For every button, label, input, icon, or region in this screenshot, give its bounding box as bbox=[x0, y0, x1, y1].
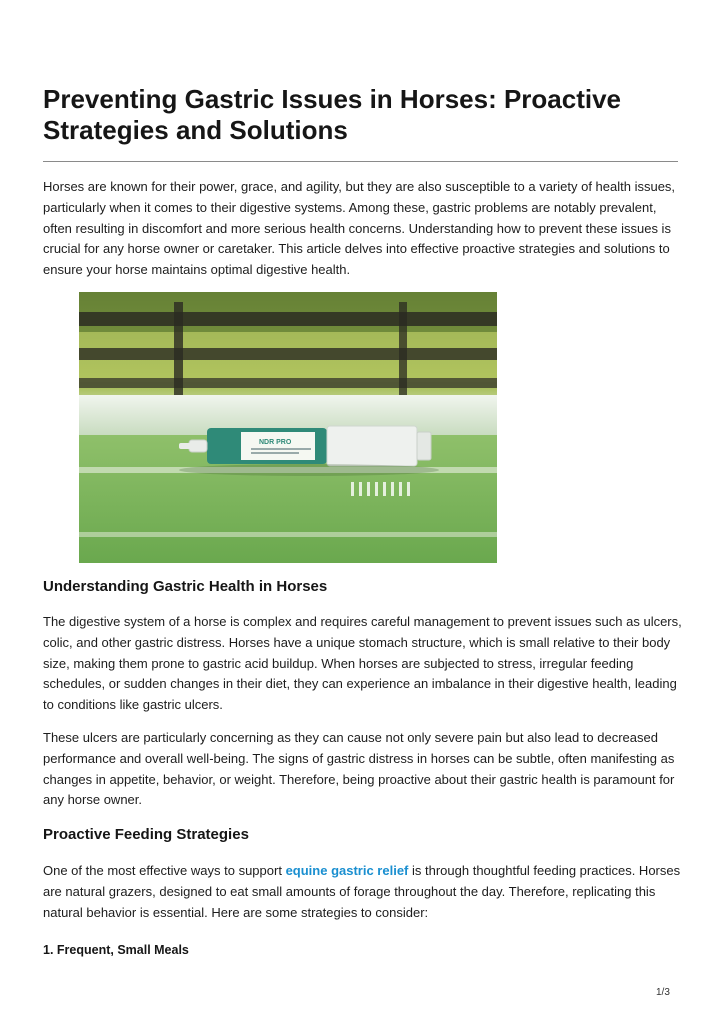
page-title: Preventing Gastric Issues in Horses: Proactive Strategies and Solutions bbox=[43, 84, 622, 145]
product-photo bbox=[79, 292, 497, 563]
gastric-health-paragraph-2: These ulcers are particularly concerning as they can cause not only severe pain but also lead to decreased performance and overall well-being. The signs of gastric distress in horses can be subtle, often manifesting as changes in appetite, behavior, or weight. Therefore, being proactive about their gastric health is paramount for any horse owner. bbox=[43, 730, 675, 808]
equine-gastric-relief-link[interactable]: equine gastric relief bbox=[285, 863, 409, 878]
feeding-strategies-paragraph bbox=[43, 861, 683, 923]
gastric-health-paragraph-1: The digestive system of a horse is complex and requires careful management to prevent issues such as ulcers, colic, and other gastric distress. Horses have a unique stomach structure, which is small relative to their body size, making them prone to gastric acid buildup. When horses are subjected to stress, irregular feeding schedules, or sudden changes in their diet, they can experience an imbalance in their digestive health, leading to conditions like gastric ulcers. bbox=[43, 614, 682, 713]
subheading-frequent-small-meals: 1. Frequent, Small Meals bbox=[43, 943, 189, 957]
title-divider bbox=[43, 161, 678, 162]
intro-paragraph: Horses are known for their power, grace, and agility, but they are also susceptible to a variety of health issues, particularly when it comes to their digestive systems. Among these, gastric problems are notably prevalent, often resulting in discomfort and more serious health concerns. Understanding how to prevent these issues is crucial for any horse owner or caretaker. This article delves into effective proactive strategies and solutions to ensure your horse maintains optimal digestive health. bbox=[43, 179, 676, 278]
section-heading-feeding-strategies: Proactive Feeding Strategies bbox=[43, 826, 249, 843]
feeding-text-before: One of the most effective ways to support bbox=[43, 863, 286, 878]
page-number: 1/3 bbox=[656, 987, 670, 998]
feeding-text-after: is through thoughtful feeding practices. Horses are natural grazers, designed to eat small amounts of forage throughout the day. Therefore, replicating this natural behavior is essential. Here are some strategies to consider: bbox=[43, 863, 681, 920]
product-label: NDR PRO bbox=[259, 439, 292, 446]
section-heading-gastric-health: Understanding Gastric Health in Horses bbox=[43, 578, 328, 595]
